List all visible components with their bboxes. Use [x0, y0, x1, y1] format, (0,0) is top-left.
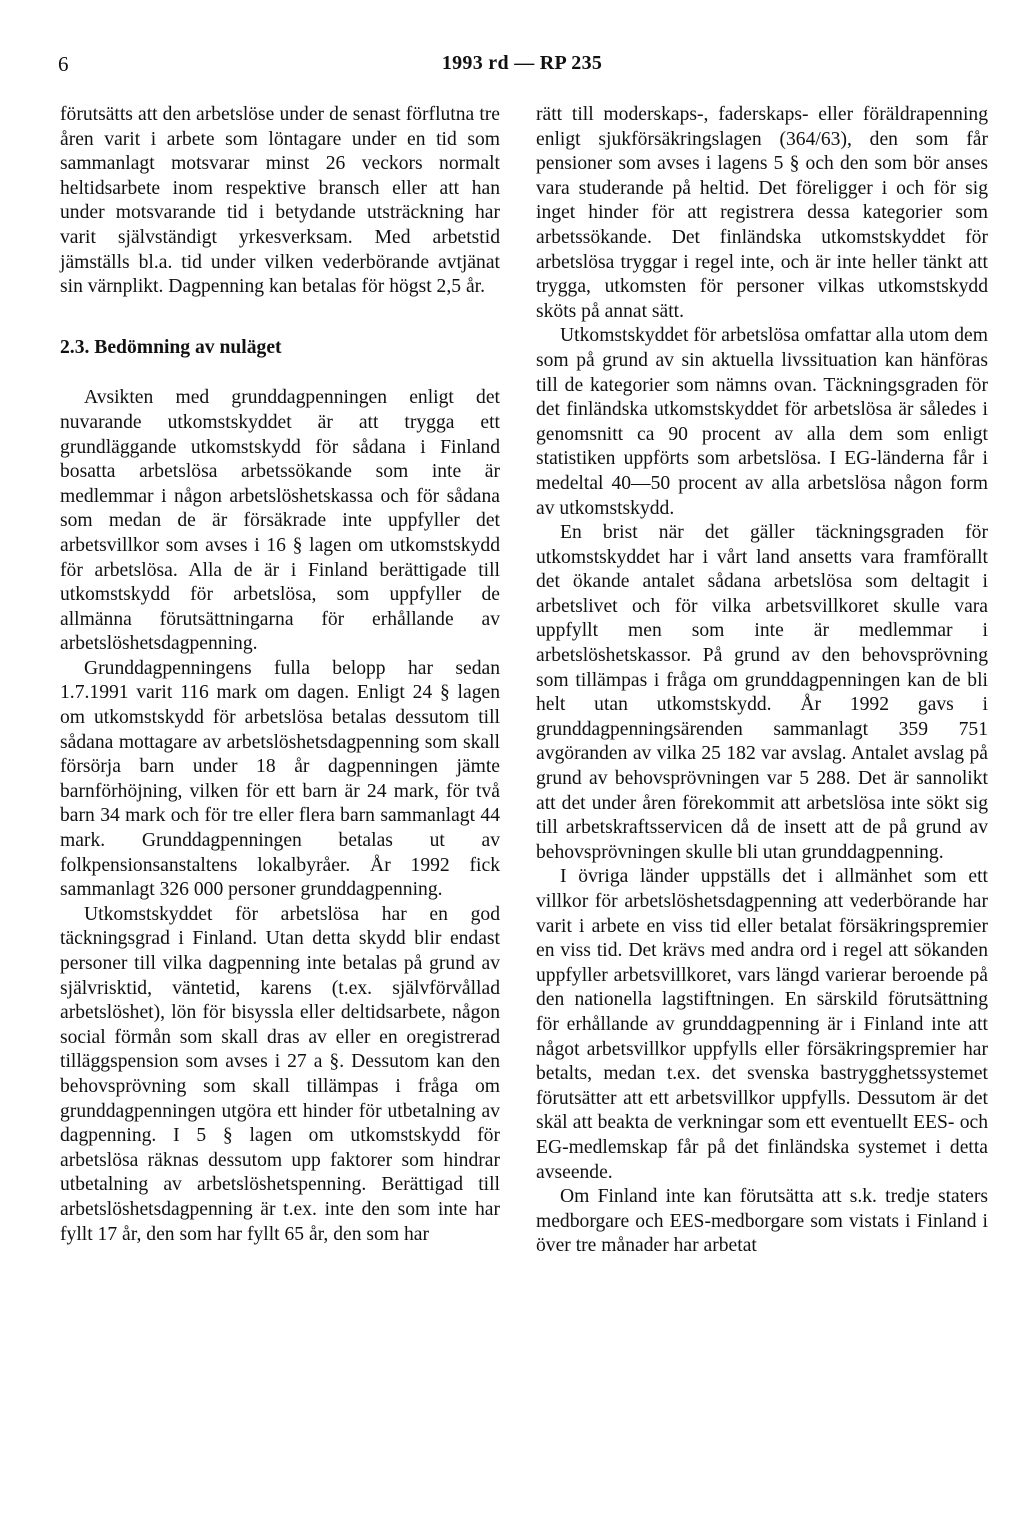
left-column — [60, 103, 500, 1247]
paragraph: Utkomstskyddet för arbetslösa omfattar alla utom dem som på grund av sin aktuella livssituation kan hänföras till de kategorier som nämns ovan. Täckningsgraden för det finländska utkomstskyddet för arbetslösa är således i genomsnitt ca 90 procent av alla dem som enligt statistiken uppförts som arbetslösa. I EG-länderna får i medeltal 40—50 procent av alla arbetslösa någon form av utkomstskydd. — [536, 325, 988, 519]
right-column — [536, 103, 988, 1259]
paragraph: Avsikten med grunddagpenningen enligt det nuvarande utkomstskyddet är att trygga ett grundläggande utkomstskydd för sådana i Finland bosatta arbetslösa arbetssökande som inte är medlemmar i någon arbetslöshetskassa och för sådana som medan de är försäkrade inte uppfyller det arbetsvillkor som avses i 16 § lagen om utkomstskydd för arbetslösa. Alla de är i Finland berättigade till utkomstskydd för arbetslösa, som uppfyller de allmänna förutsättningarna för erhållande av arbetslöshetsdagpenning. — [60, 387, 500, 655]
paragraph: förutsätts att den arbetslöse under de senast förflutna tre åren varit i arbete som löntagare under en tid som sammanlagt motsvarar minst 26 veckors normalt heltidsarbete inom respektive bransch eller att han under motsvarande tid i betydande utsträckning har varit självständigt yrkesverksam. Med arbetstid jämställs bl.a. tid under vilken vederbörande avtjänat sin värnplikt. Dagpenning kan betalas för högst 2,5 år. — [60, 104, 500, 298]
paragraph: En brist när det gäller täckningsgraden för utkomstskyddet har i vårt land ansetts vara framförallt det ökande antalet sådana arbetslösa som deltagit i arbetslivet och för vilka arbetsvillkoret skulle vara uppfyllt men som inte är medlemmar i arbetslöshetskassor. På grund av den behovsprövning som tillämpas i fråga om grunddagpenningen kan de bli helt utan utkomstskydd. År 1992 gavs i grunddagpenningsärenden sammanlagt 359 751 avgöranden av vilka 25 182 var avslag. Antalet avslag på grund av behovsprövningen var 5 288. Det är sannolikt att det under åren förekommit att arbetslösa inte sökt sig till arbetskraftsservicen då de insett att de på grund av behovsprövningen skulle bli utan grunddagpenning. — [536, 522, 988, 863]
running-head: 1993 rd — RP 235 — [441, 52, 603, 74]
paragraph: Utkomstskyddet för arbetslösa har en god täckningsgrad i Finland. Utan detta skydd blir endast personer till vilka dagpenning inte betalas på grund av självrisktid, väntetid, karens (t.ex. självförvållad arbetslöshet), lön för bisyssla eller deltidsarbete, någon social förmån som skall dras av eller en oregistrerad tilläggspension som avses i 27 a §. Dessutom kan den behovsprövning som skall tillämpas i fråga om grunddagpenningen utgöra ett hinder för utbetalning av dagpenning. I 5 § lagen om utkomstskydd för arbetslösa räknas dessutom upp faktorer som hindrar utbetalning av arbetslöshetspenning. Berättigad till arbetslöshetsdagpenning är t.ex. inte den som inte har fyllt 17 år, den som har fyllt 65 år, den som har — [60, 903, 500, 1245]
page-number: 6 — [58, 52, 69, 76]
paragraph: I övriga länder uppställs det i allmänhet som ett villkor för arbetslöshetsdagpenning att vederbörande har varit i arbete en viss tid eller betalat försäkringspremier en viss tid. Det krävs med andra ord i regel att sökanden uppfyller arbetsvillkoret, vars längd varierar beroende på den nationella lagstiftningen. En särskild förutsättning för erhållande av grunddagpenning är i Finland inte att något arbetsvillkor uppfylls eller försäkringspremier har betalts, medan t.ex. det svenska bastrygghetssystemet förutsätter att ett arbetsvillkor uppfylls. Dessutom är det skäl att beakta de verkningar som ett eventuellt EES- och EG-medlemskap får på det finländska systemet i detta avseende. — [536, 866, 988, 1183]
paragraph: Grunddagpenningens fulla belopp har sedan 1.7.1991 varit 116 mark om dagen. Enligt 24 § lagen om utkomstskydd för arbetslösa betalas dessutom till sådana mottagare av arbetslöshetsdagpenning som skall försörja barn under 18 år dagpenningen jämte barnförhöjning, vilken för ett barn är 24 mark, för två barn 34 mark och för tre eller flera barn sammanlagt 44 mark. Grunddagpenningen betalas ut av folkpensionsanstaltens lokalbyråer. År 1992 fick sammanlagt 326 000 personer grunddagpenning. — [60, 657, 500, 901]
section-heading: 2.3. Bedömning av nuläget — [60, 336, 282, 358]
page-header — [58, 52, 986, 82]
paragraph: Om Finland inte kan förutsätta att s.k. tredje staters medborgare och EES-medborgare som vistats i Finland i över tre månader har arbetat — [536, 1186, 988, 1257]
paragraph: rätt till moderskaps-, faderskaps- eller föräldrapenning enligt sjukförsäkringslagen (364/63), den som får pensioner som avses i lagens 5 § och den som bör anses vara studerande på heltid. Det föreligger i och för sig inget hinder för att registrera dessa kategorier som arbetssökande. Det finländska utkomstskyddet för arbetslösa tryggar i regel inte, och är inte heller tänkt att trygga, utkomsten för personer vilkas utkomstskydd sköts på annat sätt. — [536, 104, 988, 322]
